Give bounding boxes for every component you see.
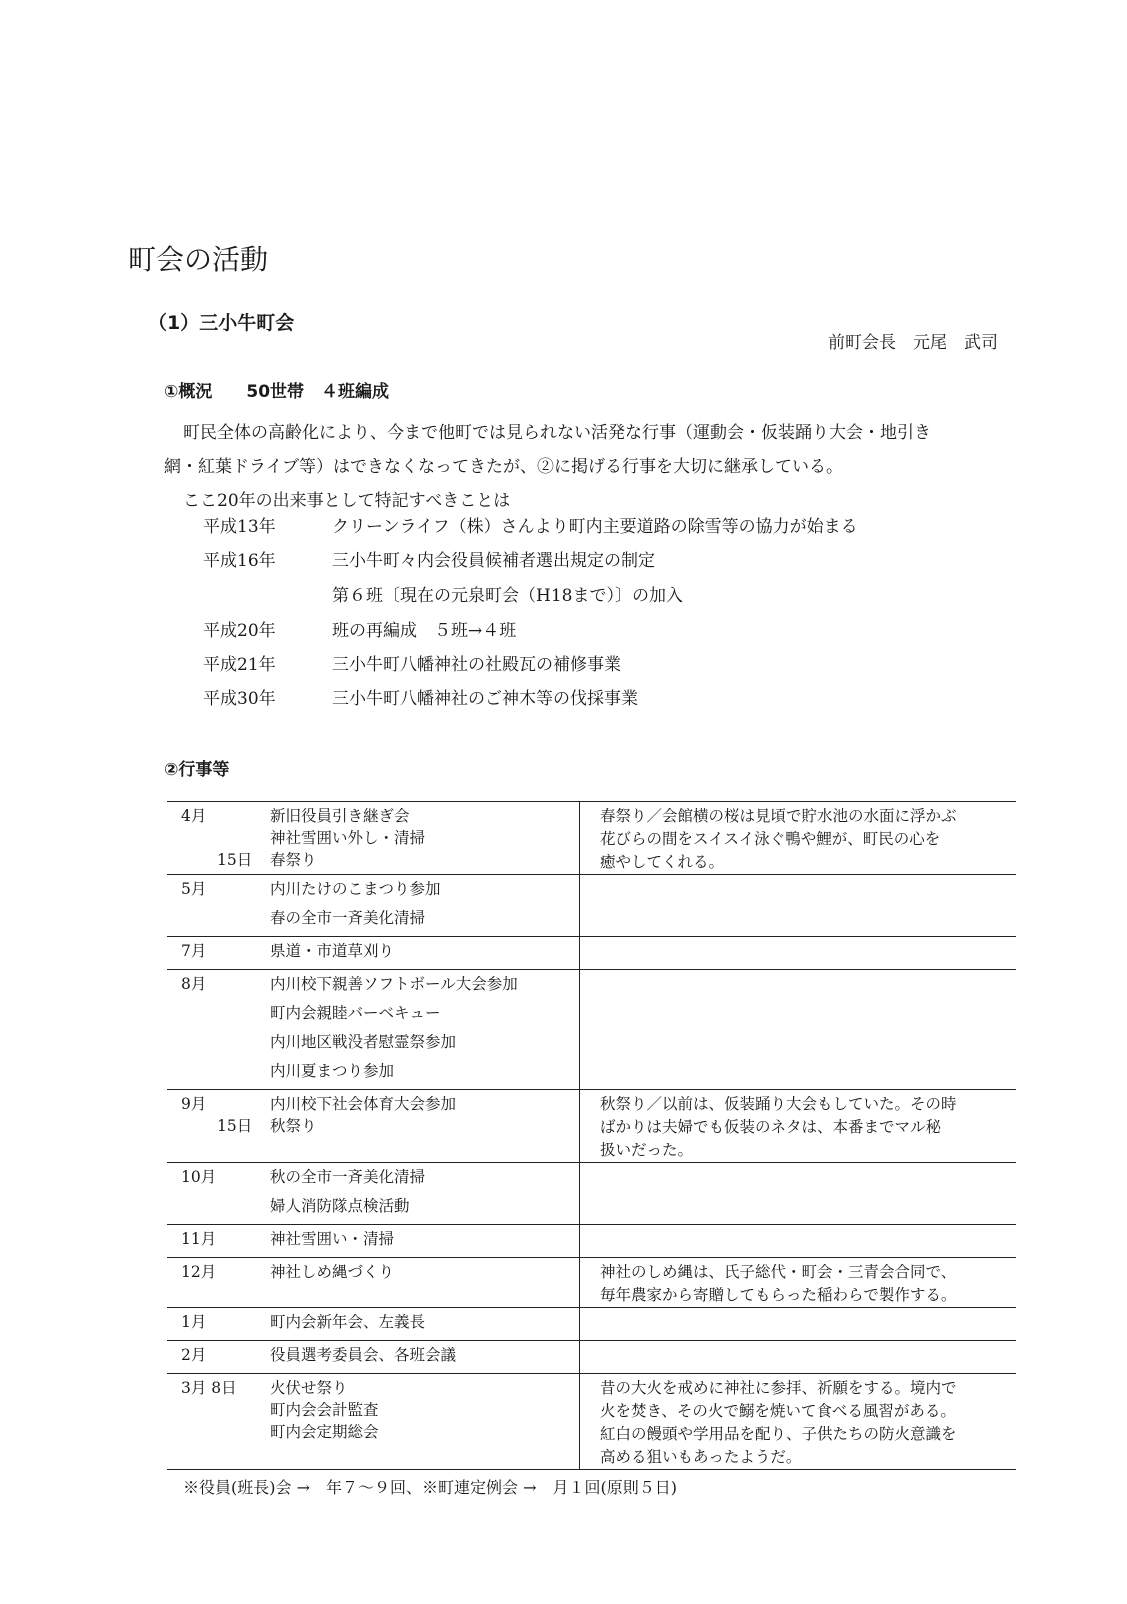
event-note-line: 癒やしてくれる。 [600, 853, 725, 871]
event-note-line: ばかりは夫婦でも仮装のネタは、本番までマル秘 [600, 1118, 942, 1136]
event-item: 春祭り [270, 851, 317, 869]
event-item: 内川校下親善ソフトボール大会参加 [270, 975, 518, 993]
event-month: 8月 [181, 975, 207, 993]
overview-paragraph-line: 町民全体の高齢化により、今まで他町では見られない活発な行事（運動会・仮装踊り大会・地引き [183, 423, 931, 443]
event-item: 内川夏まつり参加 [270, 1062, 395, 1080]
event-note-cell [580, 970, 1017, 1090]
events-heading: ②行事等 [164, 760, 230, 780]
event-items-cell [270, 802, 580, 875]
event-month-cell [167, 1258, 270, 1308]
event-items-cell [270, 937, 580, 970]
event-note-line: 春祭り／会館横の桜は見頃で貯水池の水面に浮かぶ [600, 807, 957, 825]
history-text: 班の再編成 ５班→４班 [332, 621, 517, 641]
event-note-cell [580, 1341, 1017, 1374]
event-row [167, 1225, 1016, 1258]
event-month: 9月 [181, 1095, 207, 1113]
event-item: 内川たけのこまつり参加 [270, 880, 441, 898]
event-item: 神社しめ縄づくり [270, 1263, 395, 1281]
event-month: 2月 [181, 1346, 207, 1364]
event-items-cell [270, 1374, 580, 1470]
event-item: 内川校下社会体育大会参加 [270, 1095, 457, 1113]
event-month-cell [167, 1163, 270, 1225]
overview-paragraph-line: 網・紅葉ドライブ等）はできなくなってきたが、②に掲げる行事を大切に継承している。 [164, 457, 843, 477]
event-month: 15日 [217, 1117, 253, 1135]
event-note-cell [580, 1258, 1017, 1308]
event-items-cell [270, 1163, 580, 1225]
event-month: 1月 [181, 1313, 207, 1331]
event-month-cell [167, 802, 270, 875]
event-month-cell [167, 1090, 270, 1163]
event-row [167, 937, 1016, 970]
event-month: 3月 8日 [181, 1379, 237, 1397]
history-text: 三小牛町八幡神社のご神木等の伐採事業 [332, 689, 638, 709]
history-year: 平成16年 [203, 551, 276, 571]
event-row [167, 1090, 1016, 1163]
event-note-line: 神社のしめ縄は、氏子総代・町会・三青会合同で、 [600, 1263, 957, 1281]
event-row [167, 1341, 1016, 1374]
event-items-cell [270, 1225, 580, 1258]
history-text: クリーンライフ（株）さんより町内主要道路の除雪等の協力が始まる [332, 517, 858, 537]
event-note-cell [580, 1374, 1017, 1470]
event-month: 5月 [181, 880, 207, 898]
history-year: 平成13年 [203, 517, 276, 537]
event-note-cell [580, 1163, 1017, 1225]
event-month-cell [167, 970, 270, 1090]
event-items-cell [270, 1258, 580, 1308]
event-note-line: 秋祭り／以前は、仮装踊り大会もしていた。その時 [600, 1095, 957, 1113]
event-row [167, 875, 1016, 937]
event-note-cell [580, 1225, 1017, 1258]
page-title: 町会の活動 [128, 243, 269, 276]
event-month: 4月 [181, 807, 207, 825]
event-note-line: 昔の大火を戒めに神社に参拝、祈願をする。境内で [600, 1379, 957, 1397]
event-month-cell [167, 1374, 270, 1470]
event-note-cell [580, 875, 1017, 937]
event-item: 町内会会計監査 [270, 1401, 379, 1419]
event-row [167, 1258, 1016, 1308]
event-row [167, 1308, 1016, 1341]
event-item: 秋の全市一斉美化清掃 [270, 1168, 426, 1186]
history-text: 三小牛町々内会役員候補者選出規定の制定 [332, 551, 655, 571]
event-item: 町内会親睦バーベキュー [270, 1004, 441, 1022]
event-note-cell [580, 802, 1017, 875]
event-month: 12月 [181, 1263, 217, 1281]
history-year: 平成30年 [203, 689, 276, 709]
event-month: 7月 [181, 942, 207, 960]
event-month-cell [167, 1308, 270, 1341]
event-item: 新旧役員引き継ぎ会 [270, 807, 410, 825]
event-item: 春の全市一斉美化清掃 [270, 909, 426, 927]
event-month-cell [167, 1341, 270, 1374]
event-note-line: 火を焚き、その火で鰯を焼いて食べる風習がある。 [600, 1402, 956, 1420]
history-intro: ここ20年の出来事として特記すべきことは [183, 491, 511, 511]
event-item: 内川地区戦没者慰霊祭参加 [270, 1033, 457, 1051]
history-year: 平成20年 [203, 621, 276, 641]
event-items-cell [270, 1308, 580, 1341]
event-note-line: 毎年農家から寄贈してもらった稲わらで製作する。 [600, 1286, 957, 1304]
event-month-cell [167, 1225, 270, 1258]
event-row [167, 970, 1016, 1090]
event-note-line: 紅白の饅頭や学用品を配り、子供たちの防火意識を [600, 1425, 957, 1443]
footnote: ※役員(班長)会 → 年７～９回、※町連定例会 → 月１回(原則５日) [183, 1478, 677, 1497]
event-note-cell [580, 937, 1017, 970]
event-row [167, 802, 1016, 875]
event-month-cell [167, 875, 270, 937]
event-note-line: 高める狙いもあったようだ。 [600, 1448, 802, 1466]
event-item: 役員選考委員会、各班会議 [270, 1346, 457, 1364]
event-items-cell [270, 1090, 580, 1163]
event-month: 11月 [181, 1230, 217, 1248]
event-month: 10月 [181, 1168, 217, 1186]
event-item: 神社雪囲い・清掃 [270, 1230, 395, 1248]
event-items-cell [270, 1341, 580, 1374]
event-item: 婦人消防隊点検活動 [270, 1197, 410, 1215]
event-item: 町内会定期総会 [270, 1423, 379, 1441]
section-heading: （1）三小牛町会 [148, 312, 295, 334]
history-text: 三小牛町八幡神社の社殿瓦の補修事業 [332, 655, 621, 675]
event-note-cell [580, 1090, 1017, 1163]
event-item: 町内会新年会、左義長 [270, 1313, 426, 1331]
event-row [167, 1374, 1016, 1470]
event-month: 15日 [217, 851, 253, 869]
event-month-cell [167, 937, 270, 970]
event-item: 神社雪囲い外し・清掃 [270, 829, 426, 847]
overview-heading: ①概況 50世帯 ４班編成 [164, 382, 390, 402]
event-items-cell [270, 970, 580, 1090]
event-items-cell [270, 875, 580, 937]
event-note-cell [580, 1308, 1017, 1341]
event-item: 県道・市道草刈り [270, 942, 395, 960]
events-table [167, 801, 1016, 1470]
author-line: 前町会長 元尾 武司 [828, 333, 998, 353]
event-item: 火伏せ祭り [270, 1379, 348, 1397]
event-month [167, 827, 270, 849]
event-note-line: 花びらの間をスイスイ泳ぐ鴨や鯉が、町民の心を [600, 830, 941, 848]
event-item: 秋祭り [270, 1117, 317, 1135]
event-note-line: 扱いだった。 [600, 1141, 694, 1159]
event-row [167, 1163, 1016, 1225]
history-year: 平成21年 [203, 655, 276, 675]
history-text: 第６班〔現在の元泉町会（H18まで）〕の加入 [332, 586, 683, 606]
